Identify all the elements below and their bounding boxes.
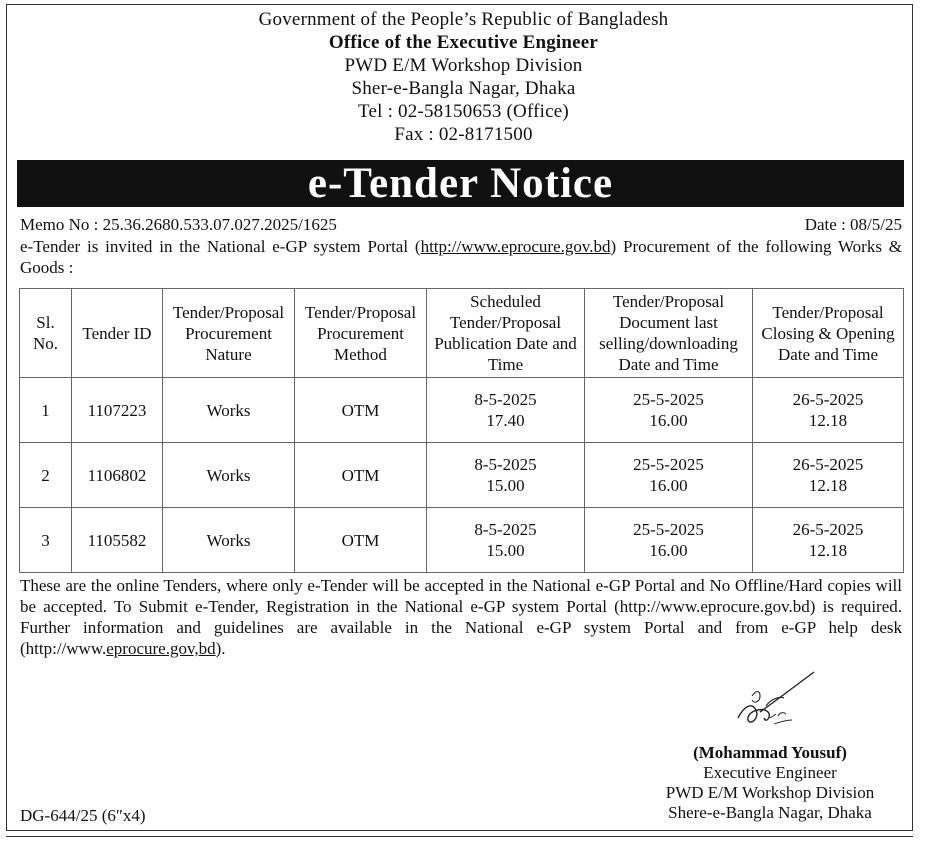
cell-selling [585, 508, 753, 573]
cell-publication [427, 378, 585, 443]
office-fax: Fax : 02-8171500 [394, 124, 533, 145]
cell-selling [585, 378, 753, 443]
selling-time: 16.00 [649, 476, 688, 495]
signature-image [730, 666, 820, 734]
table-row [20, 378, 904, 443]
cell-publication [427, 508, 585, 573]
publication-time: 15.00 [486, 476, 525, 495]
col-header-publication-date: Scheduled Tender/Proposal Publication Date and Time [427, 289, 585, 378]
col-header-closing-date: Tender/Proposal Closing & Opening Date and Time [753, 289, 904, 378]
closing-time: 12.18 [808, 476, 848, 495]
signatory-address: Shere-e-Bangla Nagar, Dhaka [668, 803, 872, 822]
closing-time: 12.18 [808, 541, 848, 560]
col-header-selling-date: Tender/Proposal Document last selling/downloading Date and Time [585, 289, 753, 378]
cell-nature: Works [163, 508, 295, 573]
terms-text: These are the online Tenders, where only e-Tender will be accepted in the National e-GP Portal and No Offline/Hard copies will be accepted. To Submit e-Tender, Registration in the National e-GP system Portal (http://www.eprocure.gov.bd) is required. Further information and guidelines are available in the National e-GP system Portal and from e-GP help desk (http://www. [20, 576, 902, 658]
col-header-tender-id: Tender ID [72, 289, 163, 378]
government-line: Government of the People’s Republic of Bangladesh [258, 9, 669, 30]
division-name: PWD E/M Workshop Division [344, 55, 583, 76]
publication-time: 17.40 [486, 411, 525, 430]
table-row [20, 508, 904, 573]
selling-date: 25-5-2025 [633, 455, 704, 474]
selling-time: 16.00 [649, 411, 688, 430]
cell-tender-id: 1107223 [72, 378, 163, 443]
selling-time: 16.00 [649, 541, 688, 560]
notice-title-banner: e-Tender Notice [17, 160, 904, 207]
cell-selling [585, 443, 753, 508]
closing-time: 12.18 [808, 411, 848, 430]
cell-closing [753, 443, 904, 508]
col-header-procurement-nature: Tender/Proposal Procurement Nature [163, 289, 295, 378]
cell-nature: Works [163, 378, 295, 443]
cell-method: OTM [295, 378, 427, 443]
closing-date: 26-5-2025 [792, 390, 864, 409]
publication-time: 15.00 [486, 541, 525, 560]
table-row [20, 443, 904, 508]
bottom-divider [6, 836, 913, 837]
signatory-block [630, 743, 910, 823]
cell-tender-id: 1105582 [72, 508, 163, 573]
office-name: Office of the Executive Engineer [328, 32, 599, 53]
cell-sl-no: 2 [20, 443, 72, 508]
terms-text-end: ). [215, 639, 226, 658]
terms-paragraph [20, 575, 902, 659]
memo-row [20, 214, 902, 236]
publication-date: 8-5-2025 [474, 455, 537, 474]
invitation-text-start: e-Tender is invited in the National e-GP system Portal ( [20, 237, 421, 256]
signatory-name: (Mohammad Yousuf) [693, 743, 847, 762]
office-telephone: Tel : 02-58150653 (Office) [358, 101, 569, 122]
cell-tender-id: 1106802 [72, 443, 163, 508]
cell-sl-no: 1 [20, 378, 72, 443]
publication-date: 8-5-2025 [474, 390, 537, 409]
closing-date: 26-5-2025 [792, 455, 864, 474]
memo-date: Date : 08/5/25 [804, 215, 902, 234]
signatory-title: Executive Engineer [703, 763, 837, 782]
office-address: Sher-e-Bangla Nagar, Dhaka [351, 78, 576, 99]
office-header [10, 8, 917, 146]
invitation-text-end: ) Procurement of the following Works & Goods : [20, 237, 902, 277]
cell-closing [753, 508, 904, 573]
publication-date: 8-5-2025 [474, 520, 537, 539]
cell-method: OTM [295, 508, 427, 573]
col-header-procurement-method: Tender/Proposal Procurement Method [295, 289, 427, 378]
cell-method: OTM [295, 443, 427, 508]
closing-date: 26-5-2025 [792, 520, 864, 539]
selling-date: 25-5-2025 [633, 520, 704, 539]
dg-reference-code: DG-644/25 (6″x4) [20, 806, 146, 825]
col-header-sl-no: Sl. No. [20, 289, 72, 378]
invitation-paragraph [20, 236, 902, 278]
cell-nature: Works [163, 443, 295, 508]
tender-table [19, 288, 904, 573]
signatory-division: PWD E/M Workshop Division [665, 783, 875, 802]
eprocure-link[interactable]: http://www.eprocure.gov.bd [420, 237, 611, 256]
memo-number: Memo No : 25.36.2680.533.07.027.2025/1625 [20, 215, 337, 234]
selling-date: 25-5-2025 [633, 390, 704, 409]
cell-closing [753, 378, 904, 443]
cell-publication [427, 443, 585, 508]
cell-sl-no: 3 [20, 508, 72, 573]
helpdesk-link[interactable]: eprocure.gov,bd [106, 639, 216, 658]
table-header-row [20, 289, 904, 378]
